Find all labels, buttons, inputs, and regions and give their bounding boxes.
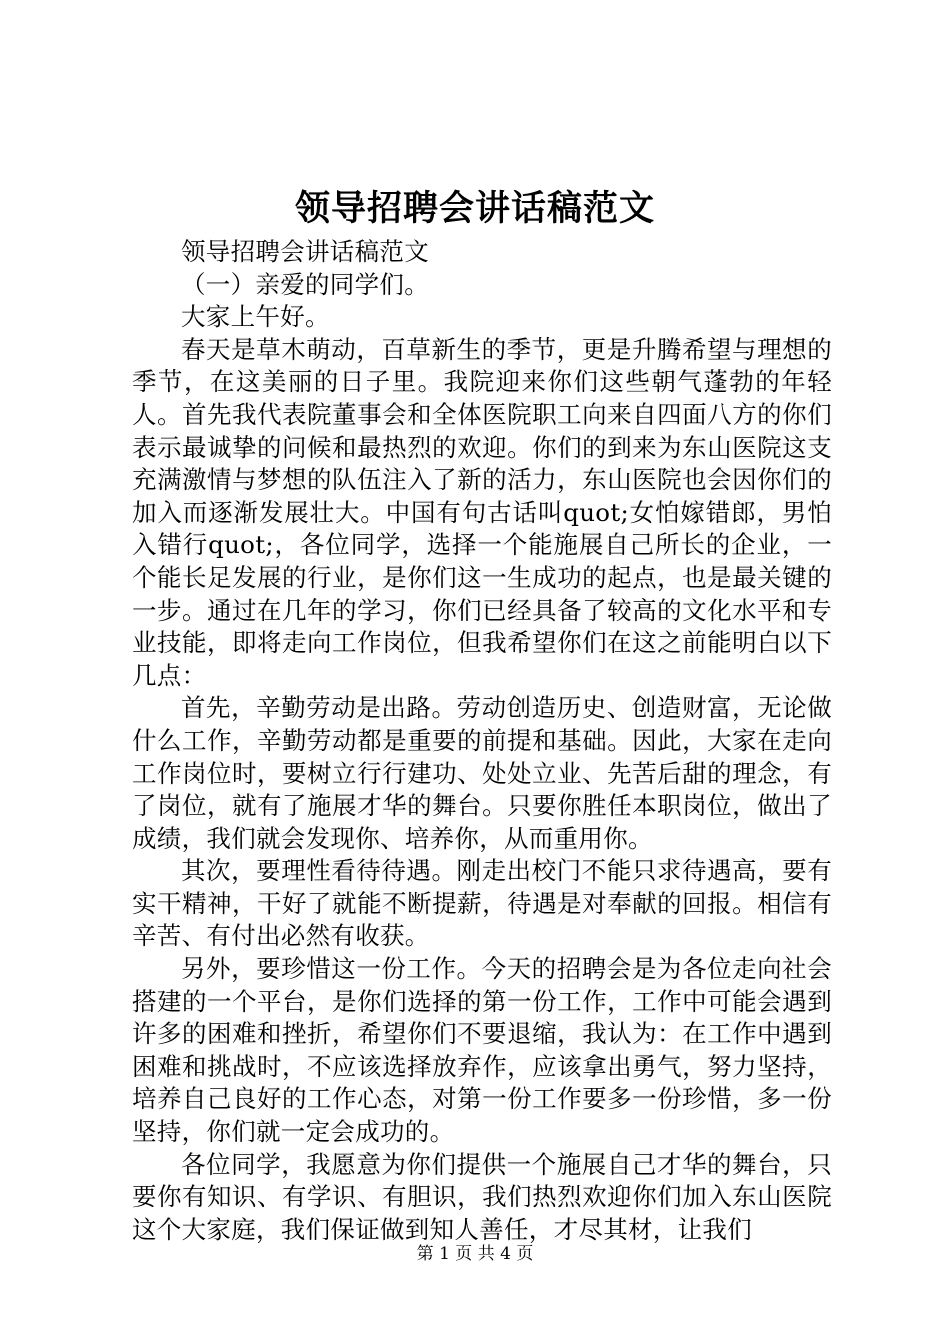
body-paragraph: 其次，要理性看待待遇。刚走出校门不能只求待遇高，要有实干精神，干好了就能不断提薪，待遇是对奉献的回报。相信有辛苦、有付出必然有收获。: [132, 856, 832, 951]
document-body: [132, 236, 832, 1246]
greeting-paragraph: 大家上午好。: [181, 302, 330, 332]
body-paragraph: 首先，辛勤劳动是出路。劳动创造历史、创造财富，无论做什么工作，辛勤劳动都是重要的前提和基础。因此，大家在走向工作岗位时，要树立行行建功、处处立业、先苦后甜的理念，有了岗位，就有了施展才华的舞台。只要你胜任本职岗位，做出了成绩，我们就会发现你、培养你，从而重用你。: [132, 693, 832, 853]
document-title: 领导招聘会讲话稿范文: [294, 188, 655, 229]
body-paragraph: 各位同学，我愿意为你们提供一个施展自己才华的舞台，只要你有知识、有学识、有胆识，我们热烈欢迎你们加入东山医院这个大家庭，我们保证做到知人善任，才尽其材，让我们: [132, 1149, 832, 1244]
salutation-paragraph: （一）亲爱的同学们。: [181, 269, 429, 299]
subtitle-paragraph: 领导招聘会讲话稿范文: [181, 237, 429, 266]
page-number-footer: 第 1 页 共 4 页: [416, 1244, 534, 1264]
body-paragraph: 春天是草木萌动，百草新生的季节，更是升腾希望与理想的季节，在这美丽的日子里。我院迎来你们这些朝气蓬勃的年轻人。首先我代表院董事会和全体医院职工向来自四面八方的你们表示最诚挚的问候和最热烈的欢迎。你们的到来为东山医院这支充满激情与梦想的队伍注入了新的活力，东山医院也会因你们的加入而逐渐发展壮大。中国有句古话叫quot;女怕嫁错郎，男怕入错行quot;，各位同学，选择一个能施展自己所长的企业，一个能长足发展的行业，是你们这一生成功的起点，也是最关键的一步。通过在几年的学习，你们已经具备了较高的文化水平和专业技能，即将走向工作岗位，但我希望你们在这之前能明白以下几点：: [132, 334, 832, 690]
body-paragraph: 另外，要珍惜这一份工作。今天的招聘会是为各位走向社会搭建的一个平台，是你们选择的第一份工作，工作中可能会遇到许多的困难和挫折，希望你们不要退缩，我认为：在工作中遇到困难和挑战时，不应该选择放弃作，应该拿出勇气，努力坚持，培养自己良好的工作心态，对第一份工作要多一份珍惜，多一份坚持，你们就一定会成功的。: [132, 954, 832, 1147]
